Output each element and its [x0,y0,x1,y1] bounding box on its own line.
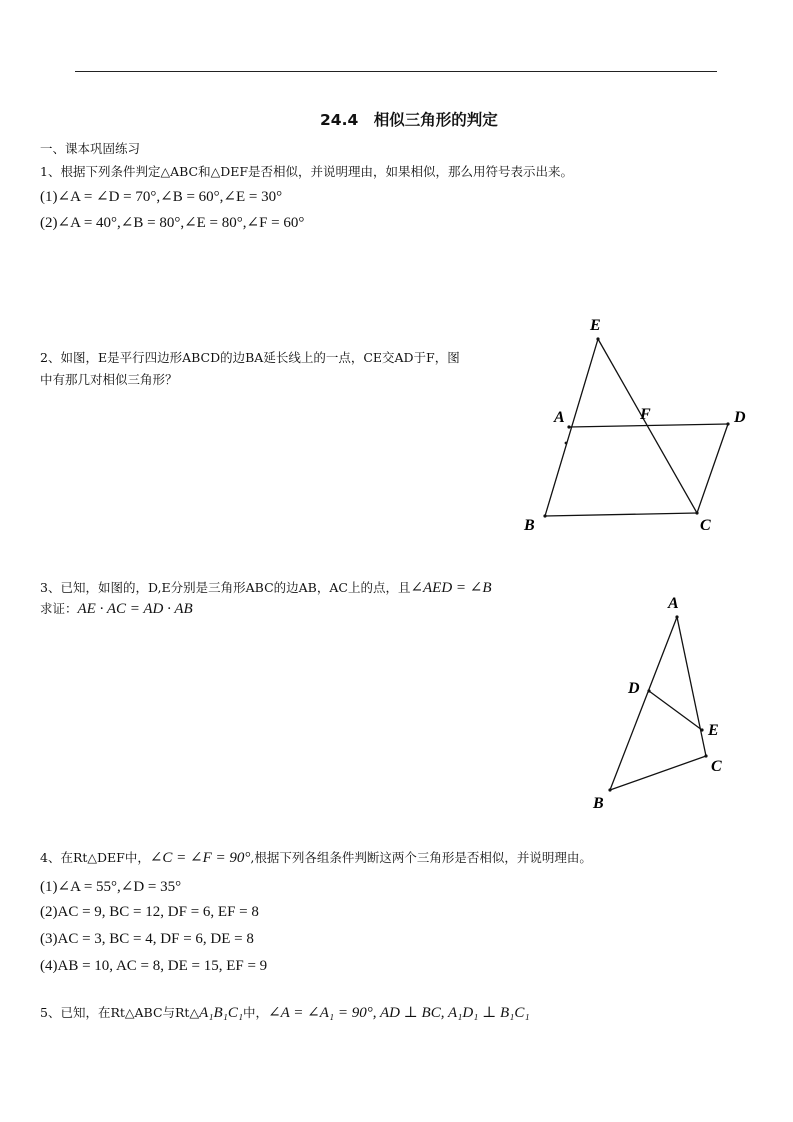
q3-line-2-text: 求证： [40,601,78,616]
q1-c2-number: (2) [40,215,58,231]
q2-label-D: D [734,409,746,426]
q2-figure-parallelogram [510,310,770,540]
q1-c1-expr: ∠A = ∠D = 70°,∠B = 60°,∠E = 30° [57,189,283,205]
q2-line-DC [697,424,728,513]
q2-label-E: E [590,317,601,334]
q4-item-2-number: (2) [40,904,58,920]
q1-condition-1 [40,187,282,206]
q3-line-1 [40,578,492,597]
q1-c1-number: (1) [40,189,58,205]
q4-text [40,848,592,867]
q1-text: 1、根据下列条件判定△ABC和△DEF是否相似，并说明理由，如果相似，那么用符号表示出来。 [40,164,574,179]
q4-text-pre: 4、在Rt△DEF中， [40,850,150,865]
q3-label-C: C [711,758,722,775]
q3-line-1-math: ∠AED = ∠B [410,580,492,596]
q2-line-1: 2、如图，E是平行四边形ABCD的边BA延长线上的一点，CE交AD于F，图 [40,350,460,365]
page-title: 24.4 相似三角形的判定 [320,111,498,129]
header-rule [75,71,717,72]
q2-label-A: A [554,409,565,426]
q3-line-2 [40,599,193,618]
q3-label-B: B [593,795,604,812]
q3-line-1-text: 3、已知，如图的，D,E分别是三角形ABC的边AB，AC上的点，且 [40,580,411,595]
q2-line-CB [545,513,697,516]
q2-label-F: F [640,406,651,423]
q5-text-mid: 中， [243,1005,269,1020]
q3-line-AC [677,617,706,756]
q1-condition-2 [40,213,304,232]
section-heading: 一、课本巩固练习 [40,141,141,156]
q4-item-4 [40,958,267,975]
q4-item-3 [40,931,254,948]
q4-item-3-expr: AC = 3, BC = 4, DF = 6, DE = 8 [57,931,254,947]
q4-item-2-expr: AC = 9, BC = 12, DF = 6, EF = 8 [57,904,259,920]
q3-label-D: D [628,680,640,697]
q4-item-4-number: (4) [40,958,58,974]
q5-triangle: A₁B₁C₁ [199,1005,244,1021]
q4-item-1-number: (1) [40,879,58,895]
q3-label-A: A [668,595,679,612]
q2-label-C: C [700,517,711,534]
q3-label-E: E [708,722,719,739]
q3-line-2-math: AE · AC = AD · AB [77,601,193,617]
q5-text-pre: 5、已知，在Rt△ABC与Rt△ [40,1005,200,1020]
q4-item-4-expr: AB = 10, AC = 8, DE = 15, EF = 9 [57,958,268,974]
q4-text-math: ∠C = ∠F = 90° [149,850,251,866]
q3-figure-triangle [580,590,750,820]
q3-line-BC [610,756,706,790]
q4-item-3-number: (3) [40,931,58,947]
q4-text-post: ,根据下列各组条件判断这两个三角形是否相似，并说明理由。 [250,850,592,865]
q5-text [40,1003,530,1022]
q1-c2-expr: ∠A = 40°,∠B = 80°,∠E = 80°,∠F = 60° [57,215,305,231]
q2-line-2: 中有那几对相似三角形？ [40,372,178,387]
q2-label-B: B [524,517,535,534]
q5-expr: ∠A = ∠A₁ = 90°, AD ⊥ BC, A₁D₁ ⊥ B₁C₁ [268,1005,530,1021]
q4-item-2 [40,904,259,921]
q4-item-1-expr: ∠A = 55°,∠D = 35° [57,879,182,895]
q4-item-1 [40,877,181,896]
